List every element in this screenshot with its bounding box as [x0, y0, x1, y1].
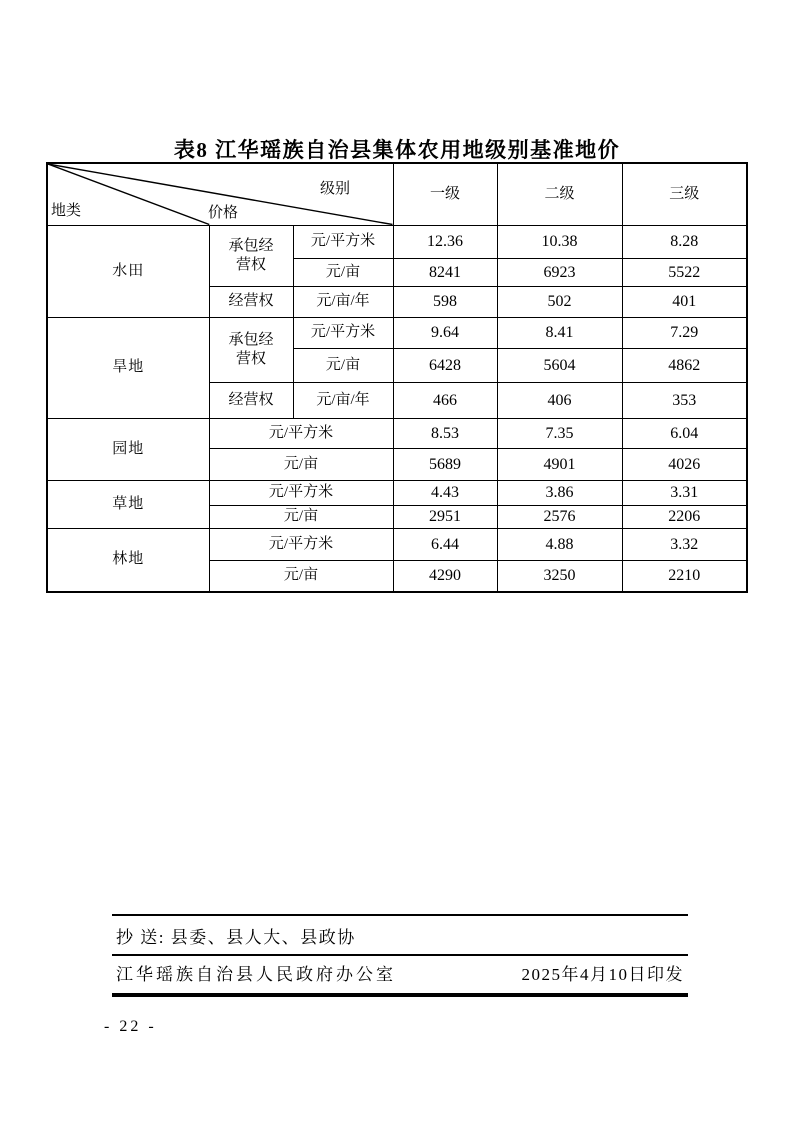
price-value: 2576 [497, 505, 622, 528]
table-row [47, 418, 747, 448]
footer-issuer: 江华瑶族自治县人民政府办公室 [116, 965, 396, 984]
footer-cc-line: 抄 送: 县委、县人大、县政协 [116, 928, 356, 947]
price-value: 4862 [622, 348, 747, 382]
price-value: 5522 [622, 258, 747, 286]
price-value: 4.88 [497, 528, 622, 560]
price-value: 3250 [497, 560, 622, 592]
footer-print-date: 2025年4月10日印发 [521, 965, 684, 984]
unit-cell: 元/亩 [293, 348, 393, 382]
footer-rule-middle [112, 954, 688, 956]
price-value: 502 [497, 286, 622, 317]
price-value: 3.32 [622, 528, 747, 560]
price-value: 406 [497, 382, 622, 418]
corner-label-level: 级别 [320, 181, 351, 197]
price-value: 598 [393, 286, 497, 317]
unit-cell: 元/平方米 [209, 528, 393, 560]
price-value: 4901 [497, 448, 622, 480]
price-value: 3.31 [622, 480, 747, 505]
price-value: 4.43 [393, 480, 497, 505]
land-type-cell-grass: 草地 [47, 480, 209, 528]
land-type-cell-garden: 园地 [47, 418, 209, 480]
price-value: 10.38 [497, 225, 622, 258]
right-type-cell: 承包经营权 [209, 225, 293, 286]
price-value: 6.44 [393, 528, 497, 560]
page-number: - 22 - [104, 1018, 157, 1035]
right-type-cell: 经营权 [209, 286, 293, 317]
land-type-cell-forest: 林地 [47, 528, 209, 592]
price-value: 2951 [393, 505, 497, 528]
unit-cell: 元/亩 [209, 505, 393, 528]
corner-label-land-type: 地类 [51, 203, 82, 219]
price-value: 5604 [497, 348, 622, 382]
footer-rule-top [112, 914, 688, 916]
price-value: 4026 [622, 448, 747, 480]
price-value: 7.35 [497, 418, 622, 448]
price-value: 466 [393, 382, 497, 418]
column-header-level-3: 三级 [622, 163, 747, 225]
unit-cell: 元/亩/年 [293, 286, 393, 317]
document-title: 表8 江华瑶族自治县集体农用地级别基准地价 [173, 138, 621, 162]
diagonal-header-cell [47, 163, 393, 225]
price-value: 6.04 [622, 418, 747, 448]
price-value: 8.41 [497, 317, 622, 348]
price-value: 8.28 [622, 225, 747, 258]
unit-cell: 元/平方米 [293, 317, 393, 348]
benchmark-land-price-table [46, 162, 748, 593]
unit-cell: 元/亩 [293, 258, 393, 286]
price-value: 8.53 [393, 418, 497, 448]
unit-cell: 元/亩 [209, 560, 393, 592]
price-value: 9.64 [393, 317, 497, 348]
unit-cell: 元/亩/年 [293, 382, 393, 418]
table-row [47, 225, 747, 258]
price-value: 401 [622, 286, 747, 317]
table-row [47, 480, 747, 505]
table-row [47, 528, 747, 560]
footer-rule-bottom [112, 993, 688, 997]
unit-cell: 元/亩 [209, 448, 393, 480]
price-value: 2206 [622, 505, 747, 528]
price-value: 6923 [497, 258, 622, 286]
footer-issue-line [116, 959, 684, 991]
column-header-level-2: 二级 [497, 163, 622, 225]
price-value: 4290 [393, 560, 497, 592]
price-value: 3.86 [497, 480, 622, 505]
price-value: 353 [622, 382, 747, 418]
price-value: 12.36 [393, 225, 497, 258]
right-type-cell: 承包经营权 [209, 317, 293, 382]
unit-cell: 元/平方米 [209, 480, 393, 505]
column-header-level-1: 一级 [393, 163, 497, 225]
land-type-cell-dry: 旱地 [47, 317, 209, 418]
unit-cell: 元/平方米 [209, 418, 393, 448]
corner-label-price: 价格 [208, 205, 239, 221]
right-type-cell: 经营权 [209, 382, 293, 418]
land-type-cell-paddy: 水田 [47, 225, 209, 317]
price-value: 2210 [622, 560, 747, 592]
price-value: 6428 [393, 348, 497, 382]
unit-cell: 元/平方米 [293, 225, 393, 258]
price-value: 7.29 [622, 317, 747, 348]
price-value: 8241 [393, 258, 497, 286]
table-header-row [47, 163, 747, 225]
table-row [47, 317, 747, 348]
price-value: 5689 [393, 448, 497, 480]
